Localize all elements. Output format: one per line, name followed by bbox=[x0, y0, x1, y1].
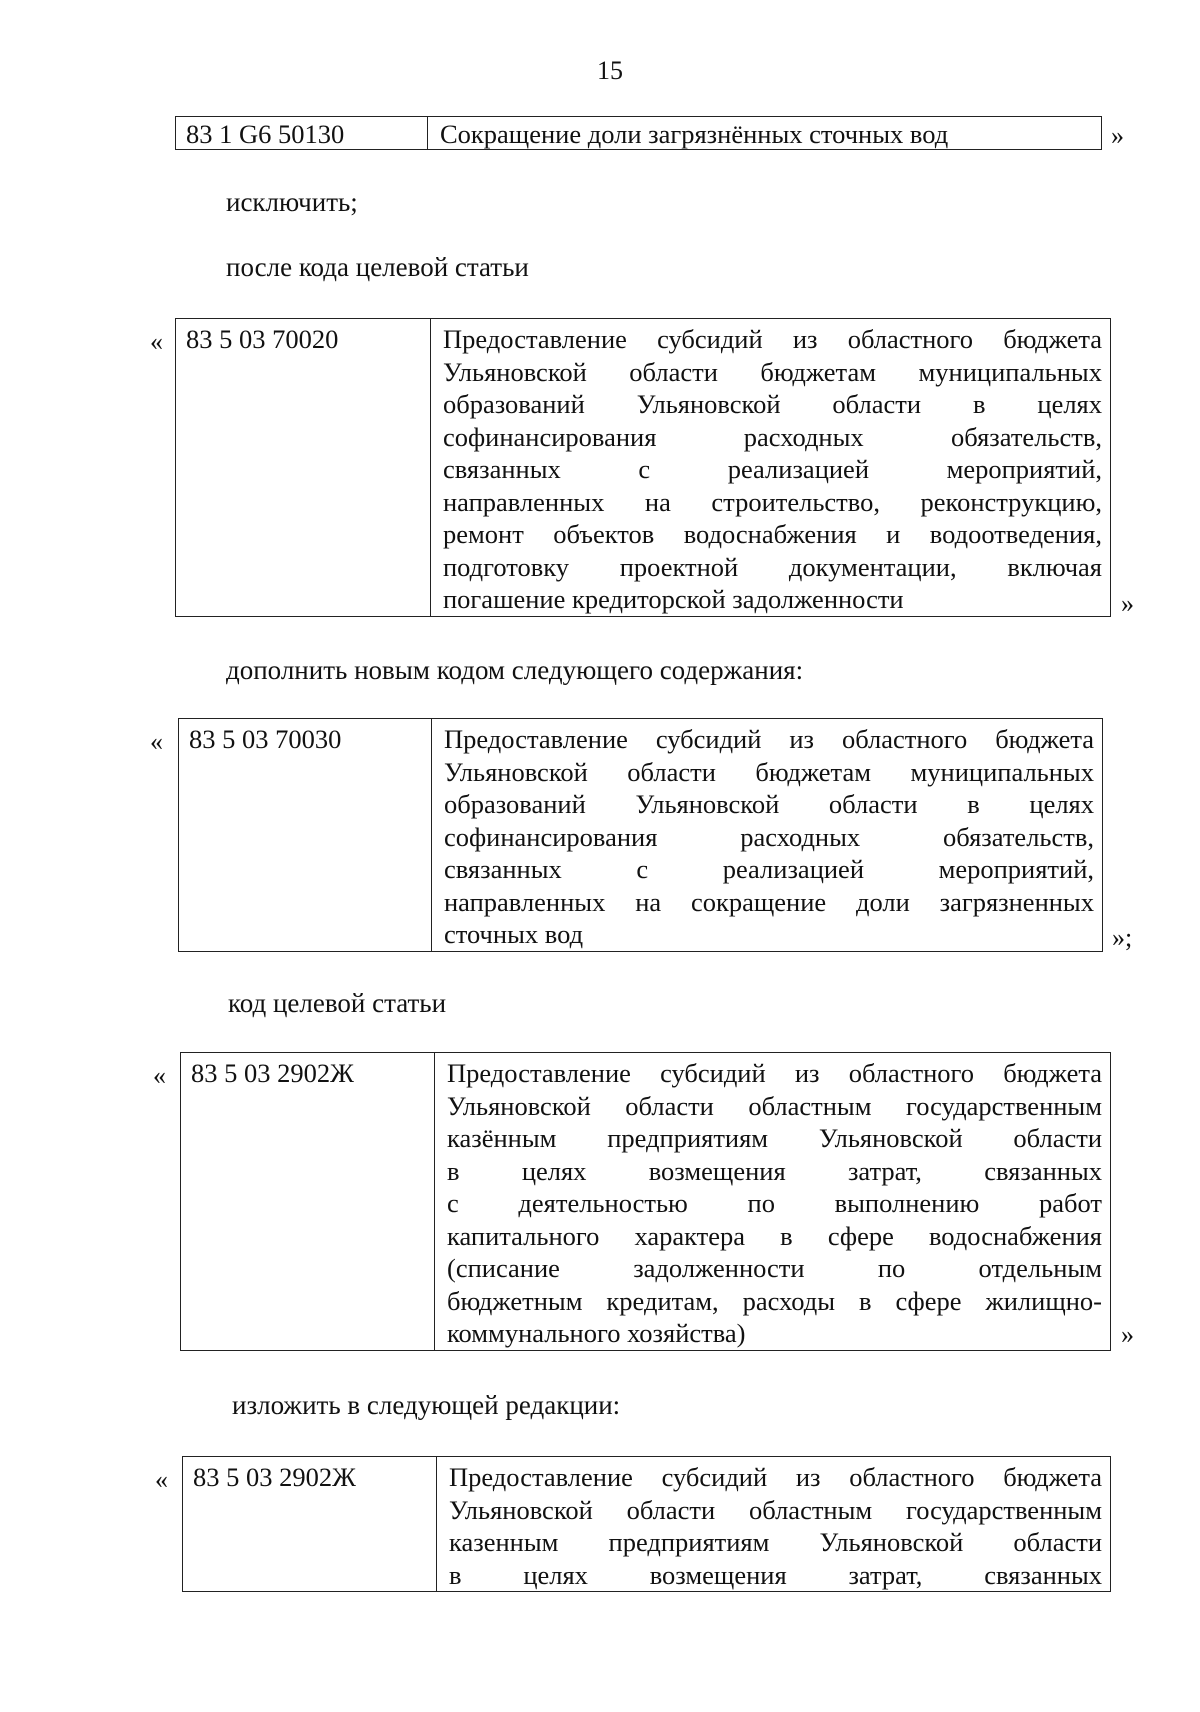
description-line: сточных вод bbox=[444, 919, 584, 949]
description-line: (списание задолженности по отдельным bbox=[447, 1253, 1102, 1283]
description-line: Ульяновской области бюджетам муниципальных bbox=[443, 356, 1102, 387]
description-cell bbox=[431, 319, 1111, 617]
code-table-2 bbox=[175, 318, 1111, 617]
paragraph-exclude: исключить; bbox=[226, 187, 358, 217]
description-line: софинансирования расходных обязательств, bbox=[444, 821, 1094, 852]
code-table-5 bbox=[182, 1456, 1111, 1592]
description-line: казённым предприятиям Ульяновской области bbox=[447, 1123, 1102, 1153]
description-line: направленных на строительство, реконструкцию, bbox=[443, 486, 1102, 517]
description-cell bbox=[432, 719, 1103, 952]
description-line: Ульяновской области областным государственным bbox=[447, 1090, 1102, 1121]
description-line: ремонт объектов водоснабжения и водоотведения, bbox=[443, 519, 1102, 549]
description-line: связанных с реализацией мероприятий, bbox=[443, 454, 1102, 484]
code-table-1 bbox=[175, 116, 1102, 150]
table-row bbox=[181, 1053, 1111, 1351]
description-line: коммунального хозяйства) bbox=[447, 1318, 746, 1348]
description-line: подготовку проектной документации, включая bbox=[443, 551, 1102, 582]
close-quote: » bbox=[1121, 1320, 1134, 1349]
paragraph-after-code: после кода целевой статьи bbox=[226, 252, 529, 282]
table-row bbox=[176, 117, 1102, 150]
code-table-4 bbox=[180, 1052, 1111, 1351]
description-line: образований Ульяновской области в целях bbox=[443, 389, 1102, 419]
close-quote: »; bbox=[1112, 923, 1133, 952]
open-quote: « bbox=[150, 327, 163, 356]
open-quote: « bbox=[153, 1061, 166, 1090]
table-row bbox=[176, 319, 1111, 617]
description-line: Предоставление субсидий из областного бюджета bbox=[449, 1462, 1102, 1492]
code-cell: 83 5 03 70030 bbox=[179, 719, 432, 952]
description-line: образований Ульяновской области в целях bbox=[444, 789, 1094, 819]
description-line: капитального характера в сфере водоснабжения bbox=[447, 1220, 1102, 1251]
description-line: бюджетным кредитам, расходы в сфере жилищно- bbox=[447, 1285, 1102, 1316]
description-line: Ульяновской области областным государственным bbox=[449, 1494, 1102, 1525]
table-row bbox=[179, 719, 1103, 952]
close-quote: » bbox=[1111, 121, 1124, 150]
description-cell bbox=[428, 117, 1102, 150]
description-line: с деятельностью по выполнению работ bbox=[447, 1188, 1102, 1218]
code-table-3 bbox=[178, 718, 1103, 952]
open-quote: « bbox=[155, 1465, 168, 1494]
description-cell bbox=[435, 1053, 1111, 1351]
code-cell: 83 1 G6 50130 bbox=[176, 117, 428, 150]
description-line: казенным предприятиям Ульяновской области bbox=[449, 1527, 1102, 1557]
paragraph-new-edition: изложить в следующей редакции: bbox=[232, 1390, 621, 1420]
description-line: в целях возмещения затрат, связанных bbox=[449, 1559, 1102, 1590]
open-quote: « bbox=[150, 727, 163, 756]
description-line: направленных на сокращение доли загрязненных bbox=[444, 886, 1094, 917]
description-line: в целях возмещения затрат, связанных bbox=[447, 1155, 1102, 1186]
description-line: Предоставление субсидий из областного бюджета bbox=[447, 1058, 1102, 1088]
description-line: Предоставление субсидий из областного бюджета bbox=[444, 724, 1094, 754]
page-number: 15 bbox=[597, 56, 623, 85]
paragraph-target-code: код целевой статьи bbox=[228, 988, 447, 1018]
paragraph-add-code: дополнить новым кодом следующего содержания: bbox=[226, 655, 804, 685]
code-cell: 83 5 03 70020 bbox=[176, 319, 431, 617]
description-line: Предоставление субсидий из областного бюджета bbox=[443, 324, 1102, 354]
description-line: Сокращение доли загрязнённых сточных вод bbox=[440, 119, 949, 149]
description-line: погашение кредиторской задолженности bbox=[443, 584, 904, 614]
description-line: софинансирования расходных обязательств, bbox=[443, 421, 1102, 452]
description-line: связанных с реализацией мероприятий, bbox=[444, 854, 1094, 884]
close-quote: » bbox=[1121, 589, 1134, 618]
table-row bbox=[183, 1457, 1111, 1592]
description-cell bbox=[437, 1457, 1111, 1592]
code-cell: 83 5 03 2902Ж bbox=[181, 1053, 435, 1351]
description-line: Ульяновской области бюджетам муниципальных bbox=[444, 756, 1094, 787]
code-cell: 83 5 03 2902Ж bbox=[183, 1457, 437, 1592]
